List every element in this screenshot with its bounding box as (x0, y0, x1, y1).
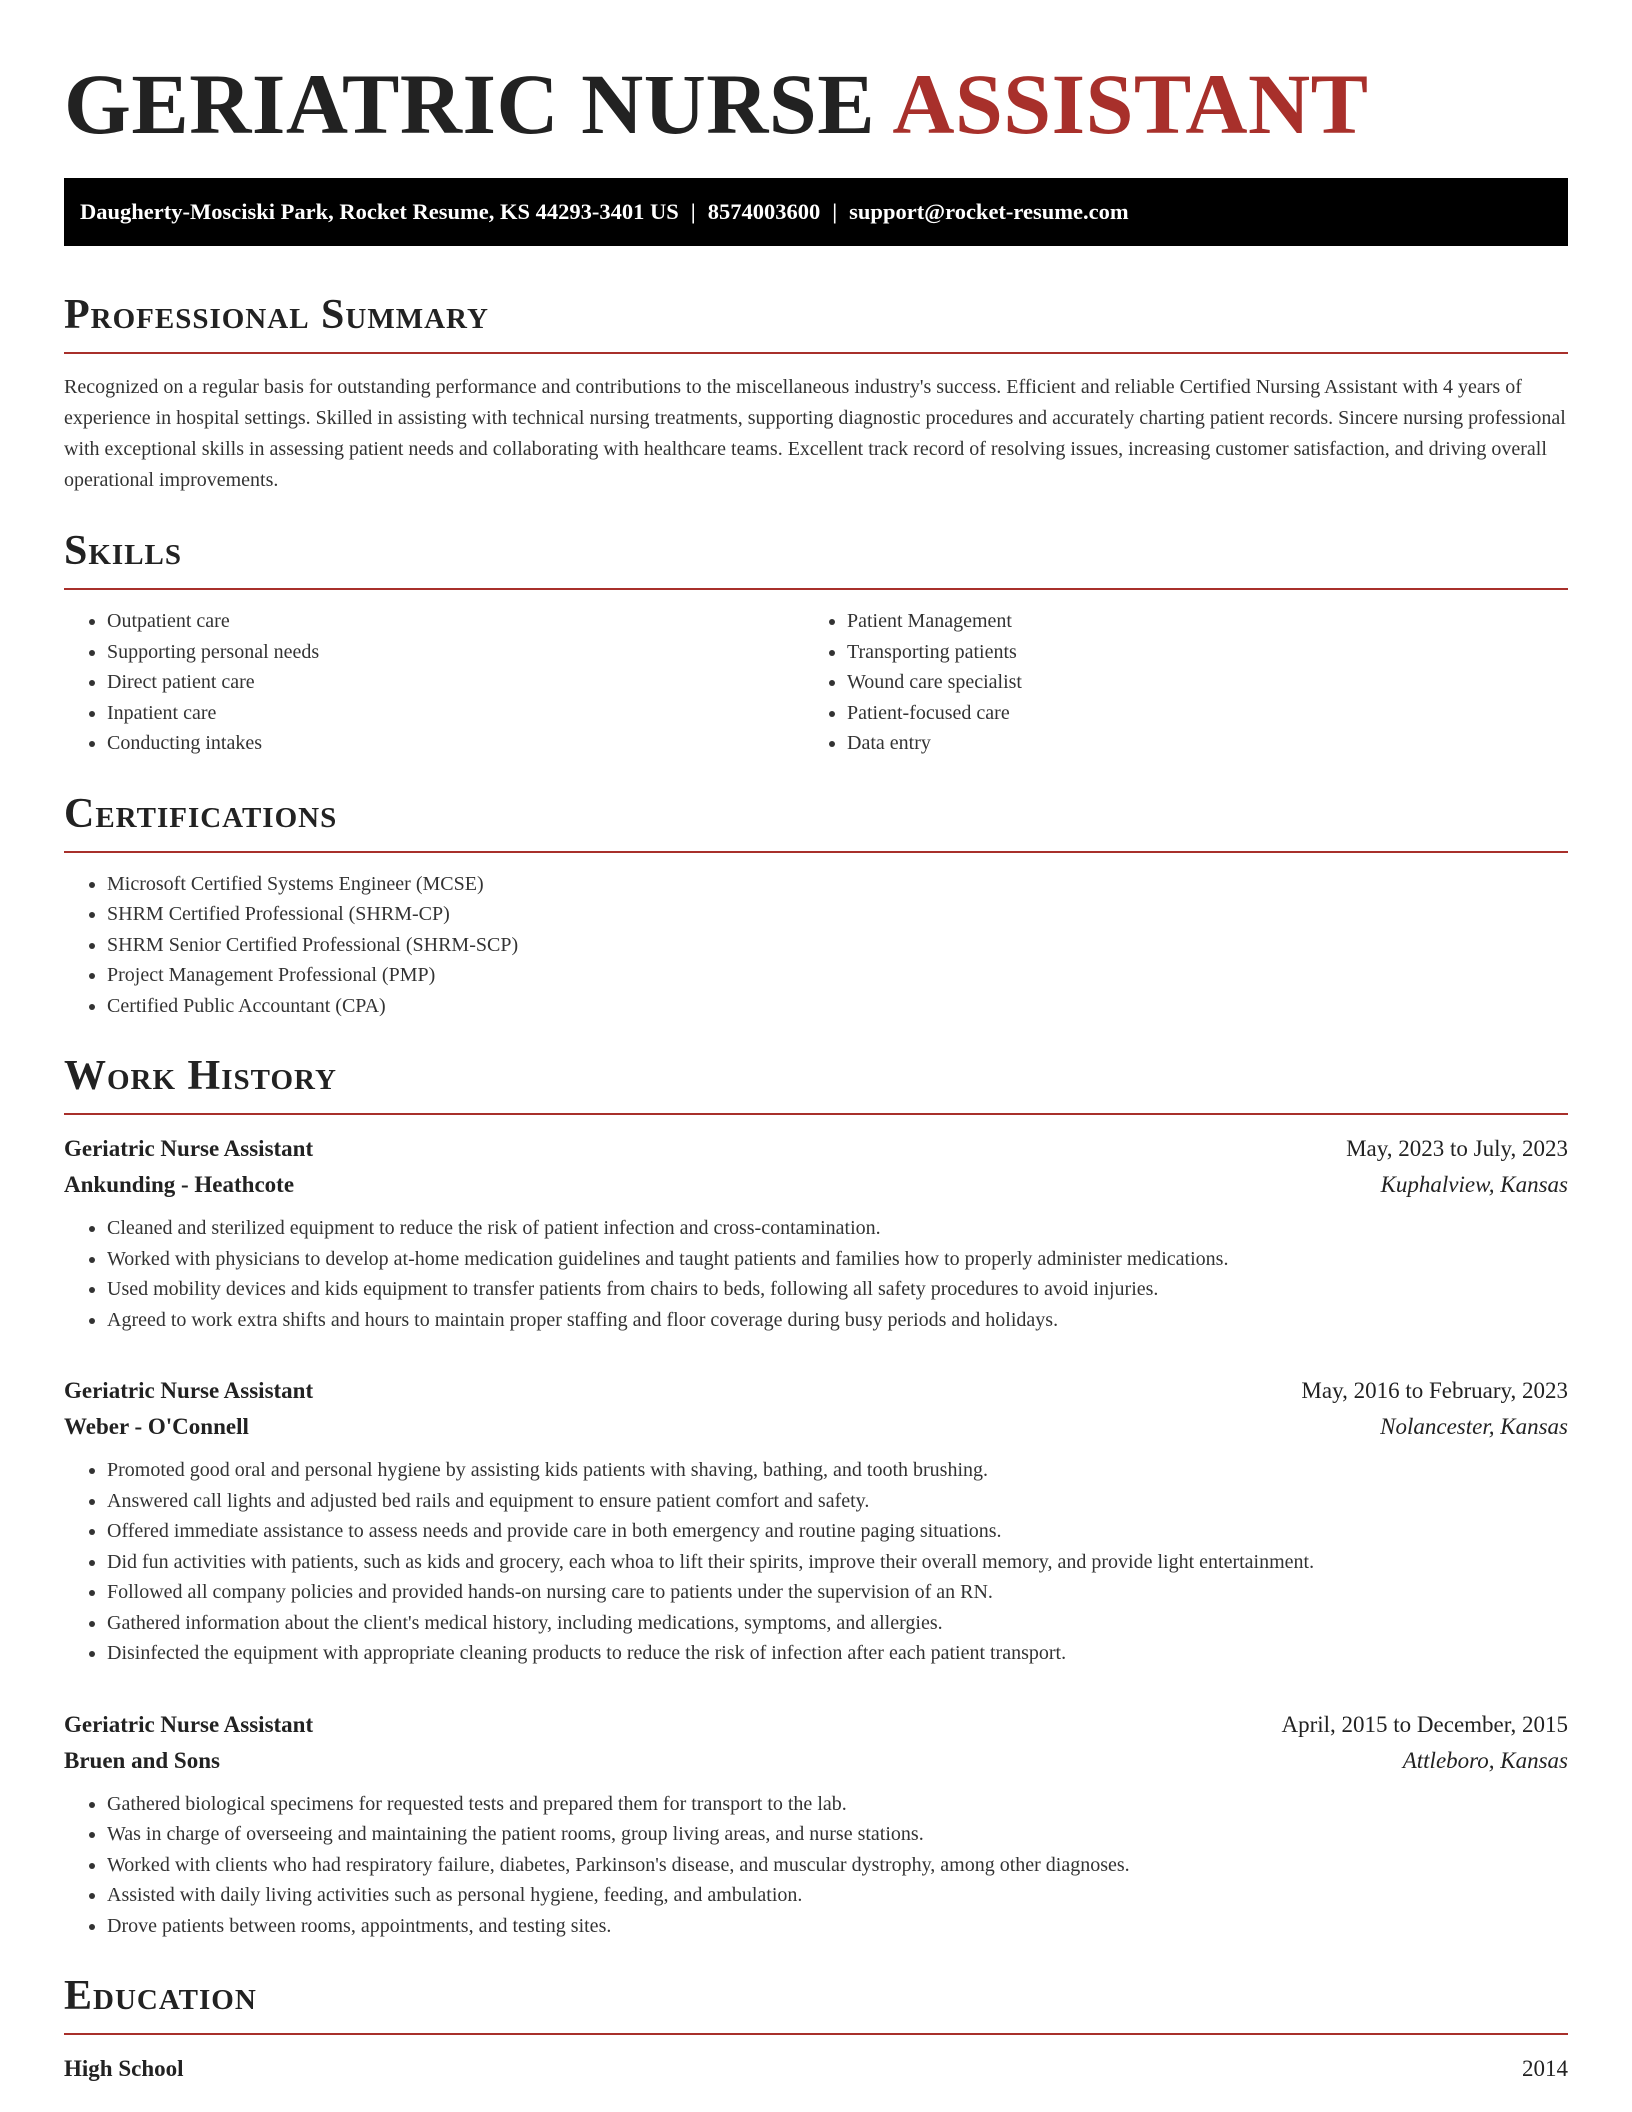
skills-column-left (64, 590, 804, 759)
skill-item: • Patient Management (847, 606, 1544, 637)
section-divider (64, 2033, 1568, 2035)
certification-item: • SHRM Certified Professional (SHRM-CP) (107, 899, 1568, 930)
job-duty: • Was in charge of overseeing and maintaining the patient rooms, group living areas, and nurse stations. (107, 1819, 1568, 1850)
job-dates: May, 2023 to July, 2023 (1346, 1136, 1568, 1161)
job-dates: May, 2016 to February, 2023 (1301, 1378, 1568, 1403)
name-primary: GERIATRIC NURSE (64, 56, 876, 152)
job-duty: • Answered call lights and adjusted bed rails and equipment to ensure patient comfort and safety. (107, 1486, 1568, 1517)
summary-heading: Professional Summary (64, 292, 489, 338)
job-duty: • Offered immediate assistance to assess needs and provide care in both emergency and routine paging situations. (107, 1516, 1568, 1547)
job-duty: • Worked with clients who had respiratory failure, diabetes, Parkinson's disease, and muscular dystrophy, among other diagnoses. (107, 1850, 1568, 1881)
job-duties-list (64, 1213, 1568, 1335)
job-location: Attleboro, Kansas (1402, 1747, 1568, 1773)
job-employer-row (64, 1409, 1568, 1445)
certifications-heading: Certifications (64, 790, 338, 837)
job-employer-row (64, 1743, 1568, 1779)
job-entry (64, 1131, 1568, 1335)
job-duty: • Cleaned and sterilized equipment to reduce the risk of patient infection and cross-contamination. (107, 1213, 1568, 1244)
job-entry (64, 1373, 1568, 1669)
education-degree: High School (64, 2056, 184, 2081)
job-duty: • Drove patients between rooms, appointments, and testing sites. (107, 1911, 1568, 1942)
job-duty: • Assisted with daily living activities such as personal hygiene, feeding, and ambulation. (107, 1880, 1568, 1911)
skill-item: • Direct patient care (107, 667, 804, 698)
certifications-section (64, 789, 1568, 1022)
skill-item: • Wound care specialist (847, 667, 1544, 698)
skill-item: • Outpatient care (107, 606, 804, 637)
job-duty: • Promoted good oral and personal hygiene by assisting kids patients with shaving, bathing, and tooth brushing. (107, 1455, 1568, 1486)
section-divider (64, 1113, 1568, 1115)
summary-text: Recognized on a regular basis for outstanding performance and contributions to the miscellaneous industry's success. Efficient and reliable Certified Nursing Assistant with 4 years of experience in hospital settings. Skilled in assisting with technical nursing treatments, supporting diagnostic procedures and accurately charting patient records. Sincere nursing professional with exceptional skills in assessing patient needs and collaborating with healthcare teams. Excellent track record of resolving issues, increasing customer satisfaction, and driving overall operational improvements. (64, 376, 1566, 491)
job-entry (64, 1707, 1568, 1942)
contact-separator: | (832, 199, 838, 224)
skills-heading: Skills (64, 528, 183, 574)
job-duty: • Disinfected the equipment with appropriate cleaning products to reduce the risk of infection after each patient transport. (107, 1638, 1568, 1669)
skill-item: • Conducting intakes (107, 728, 804, 759)
job-title: Geriatric Nurse Assistant (64, 1378, 314, 1403)
skill-item: • Patient-focused care (847, 698, 1544, 729)
contact-email[interactable]: support@rocket-resume.com (849, 199, 1129, 224)
job-company: Ankunding - Heathcote (64, 1172, 295, 1197)
education-year: 2014 (1522, 2056, 1568, 2081)
job-dates: April, 2015 to December, 2015 (1281, 1711, 1568, 1737)
skills-columns (64, 590, 1568, 759)
job-duty: • Gathered biological specimens for requested tests and prepared them for transport to the lab. (107, 1789, 1568, 1820)
job-duty: • Used mobility devices and kids equipment to transfer patients from chairs to beds, following all safety procedures to avoid injuries. (107, 1274, 1568, 1305)
work-history-heading: Work History (64, 1053, 337, 1099)
skill-item: • Supporting personal needs (107, 637, 804, 668)
job-company: Bruen and Sons (64, 1747, 220, 1773)
job-title: Geriatric Nurse Assistant (64, 1136, 314, 1161)
job-duties-list (64, 1455, 1568, 1669)
certification-item: • Microsoft Certified Systems Engineer (MCSE) (107, 869, 1568, 900)
section-divider (64, 851, 1568, 853)
job-header-row (64, 1131, 1568, 1167)
certifications-list (64, 869, 1568, 1022)
education-row (64, 2051, 1568, 2087)
summary-section (64, 290, 1568, 496)
job-location: Nolancester, Kansas (1380, 1414, 1568, 1439)
certification-item: • Certified Public Accountant (CPA) (107, 991, 1568, 1022)
certification-item: • SHRM Senior Certified Professional (SHRM-SCP) (107, 930, 1568, 961)
skills-section (64, 526, 1568, 759)
job-header-row (64, 1373, 1568, 1409)
skills-column-right (804, 590, 1544, 759)
job-duty: • Did fun activities with patients, such as kids and grocery, each whoa to lift their spirits, improve their overall memory, and provide light entertainment. (107, 1547, 1568, 1578)
job-location: Kuphalview, Kansas (1380, 1172, 1568, 1197)
education-heading: Education (64, 1973, 257, 2019)
section-divider (64, 352, 1568, 354)
job-title: Geriatric Nurse Assistant (64, 1711, 314, 1737)
skills-list-left (64, 606, 804, 759)
education-section (64, 1971, 1568, 2087)
job-duty: • Agreed to work extra shifts and hours to maintain proper staffing and floor coverage during busy periods and holidays. (107, 1305, 1568, 1336)
job-employer-row (64, 1167, 1568, 1203)
job-company: Weber - O'Connell (64, 1414, 249, 1439)
job-duty: • Followed all company policies and provided hands-on nursing care to patients under the supervision of an RN. (107, 1577, 1568, 1608)
name-accent: ASSISTANT (892, 56, 1369, 152)
job-header-row (64, 1707, 1568, 1743)
skill-item: • Data entry (847, 728, 1544, 759)
candidate-name (64, 0, 1568, 152)
skills-list-right (804, 606, 1544, 759)
job-duty: • Worked with physicians to develop at-home medication guidelines and taught patients and families how to properly administer medications. (107, 1244, 1568, 1275)
skill-item: • Inpatient care (107, 698, 804, 729)
contact-phone: 8574003600 (707, 199, 821, 224)
certification-item: • Project Management Professional (PMP) (107, 960, 1568, 991)
contact-address: Daugherty-Mosciski Park, Rocket Resume, KS 44293-3401 US (80, 199, 679, 224)
skill-item: • Transporting patients (847, 637, 1544, 668)
job-duty: • Gathered information about the client's medical history, including medications, symptoms, and allergies. (107, 1608, 1568, 1639)
work-history-section (64, 1051, 1568, 1941)
contact-separator: | (690, 199, 696, 224)
contact-bar (64, 178, 1568, 246)
job-duties-list (64, 1789, 1568, 1942)
